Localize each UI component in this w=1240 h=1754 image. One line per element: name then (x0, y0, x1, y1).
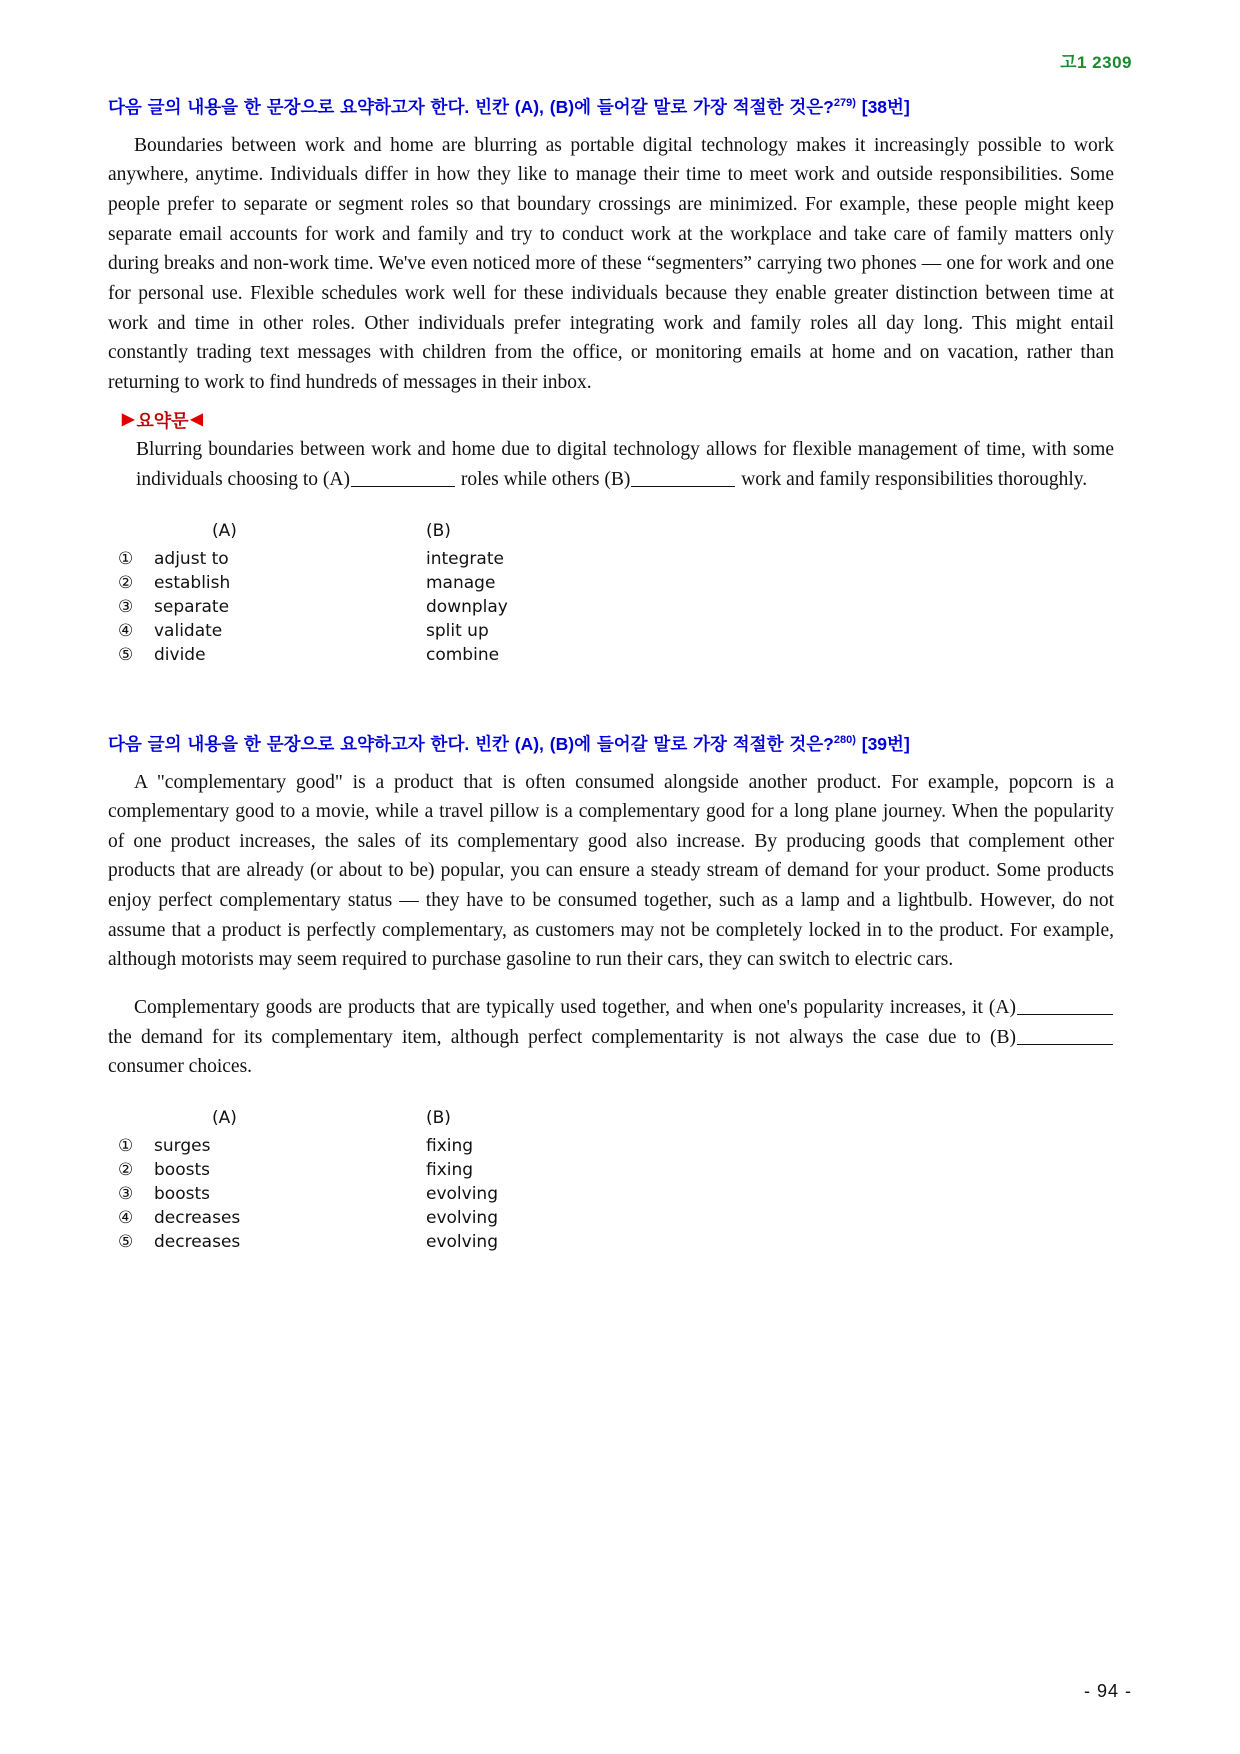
choices-38 (108, 521, 1114, 667)
choice-row[interactable] (108, 1182, 666, 1206)
passage-text-39: A "complementary good" is a product that is often consumed alongside another product. For example, popcorn is a complementary good to a movie, while a travel pillow is a complementary good for a long plane journey. When the popularity of one product increases, the sales of its complementary good also increase. By producing goods that complement other products that are already (or about to be) popular, you can ensure a steady stream of demand for your product. Some products enjoy perfect complementary status — they have to be consumed together, such as a lamp and a lightbulb. However, do not assume that a product is perfectly complementary, as customers may not be completely locked in to the product. For example, although motorists may seem required to purchase gasoline to run their cars, they can switch to electric cars. (108, 771, 1114, 971)
choice-number: ③ (118, 1183, 134, 1204)
question-block-39 (108, 733, 1114, 1254)
summary-part-1: Complementary goods are products that are typically used together, and when one's popularity increases, it (A) (134, 996, 1016, 1018)
choice-number: ② (118, 572, 134, 593)
question-footnote-marker: 279) (833, 97, 856, 110)
choice-b-value: downplay (426, 596, 508, 617)
summary-text-39 (108, 993, 1114, 1082)
choice-b-value: evolving (426, 1232, 498, 1253)
question-title-39 (108, 733, 1114, 756)
page-number: - 94 - (1083, 1681, 1132, 1701)
choice-number: ③ (118, 596, 134, 617)
answer-blank-a (351, 486, 455, 487)
choice-b-value: combine (426, 644, 500, 665)
page-content (108, 96, 1114, 1254)
summary-part-1: Blurring boundaries between work and home due to digital technology allows for flexible management of time, with some individuals choosing to (A) (136, 439, 1114, 490)
choice-b-value: manage (426, 572, 496, 593)
choice-number: ① (118, 548, 134, 569)
question-title-38 (108, 96, 1114, 119)
summary-text-38 (136, 435, 1114, 494)
summary-label-text: 요약문 (136, 411, 189, 432)
summary-part-3: work and family responsibilities thoroughly. (736, 469, 1088, 490)
choice-row[interactable] (108, 1230, 666, 1254)
choice-number: ⑤ (118, 644, 134, 665)
question-title-suffix: 에 들어갈 말로 가장 적절한 것은? (574, 97, 834, 117)
choice-b-value: evolving (426, 1183, 498, 1204)
summary-part-3: consumer choices. (108, 1056, 253, 1078)
question-title-ab: (A), (B) (514, 733, 575, 754)
choice-row[interactable] (108, 1206, 666, 1230)
question-title-ab: (A), (B) (514, 97, 575, 117)
header-code: 고1 2309 (1060, 53, 1132, 72)
question-block-38 (108, 96, 1114, 667)
choice-row[interactable] (108, 1158, 666, 1182)
triangle-right-icon: ▶ (122, 411, 135, 429)
choice-number: ② (118, 1159, 134, 1180)
choice-a-value: decreases (154, 1208, 241, 1228)
choice-a-value: validate (154, 620, 223, 641)
answer-blank-b (1017, 1044, 1113, 1045)
choice-b-value: evolving (426, 1208, 498, 1228)
question-title-suffix: 에 들어갈 말로 가장 적절한 것은? (574, 733, 834, 754)
choice-a-value: boosts (154, 1183, 210, 1204)
choice-a-value: separate (154, 596, 230, 617)
choice-a-value: surges (154, 1135, 211, 1156)
choice-number: ④ (118, 1208, 134, 1228)
choice-row[interactable] (108, 619, 666, 643)
question-title-prefix: 다음 글의 내용을 한 문장으로 요약하고자 한다. 빈칸 (108, 97, 515, 117)
choice-row[interactable] (108, 571, 666, 595)
choices-header-a: (A) (212, 520, 237, 541)
choice-a-value: boosts (154, 1159, 210, 1180)
question-number-badge: [38번] (861, 97, 910, 117)
paragraph-spacer (108, 979, 1114, 993)
choices-header-b: (B) (426, 1107, 451, 1128)
choice-row[interactable] (108, 1134, 666, 1158)
passage-text-38: Boundaries between work and home are blurring as portable digital technology makes it increasingly possible to work anywhere, anytime. Individuals differ in how they like to manage their time to meet work and outside responsibilities. Some people prefer to separate or segment roles so that boundary crossings are minimized. For example, these people might keep separate email accounts for work and family and try to conduct work at the workplace and take care of family matters only during breaks and non-work time. We've even noticed more of these “segmenters” carrying two phones — one for work and one for personal use. Flexible schedules work well for these individuals because they enable greater distinction between time at work and time in other roles. Other individuals prefer integrating work and family roles all day long. This might entail constantly trading text messages with children from the office, or monitoring emails at home and on vacation, rather than returning to work to find hundreds of messages in their inbox. (108, 134, 1114, 393)
choices-header-row (108, 1108, 666, 1134)
question-title-prefix: 다음 글의 내용을 한 문장으로 요약하고자 한다. 빈칸 (108, 733, 515, 754)
choice-b-value: integrate (426, 548, 504, 569)
summary-label-38 (122, 407, 1114, 433)
choice-row[interactable] (108, 643, 666, 667)
answer-blank-a (1017, 1014, 1113, 1015)
choice-row[interactable] (108, 595, 666, 619)
choice-number: ④ (118, 620, 134, 641)
choices-header-row (108, 521, 666, 547)
summary-part-2: roles while others (B) (455, 469, 631, 490)
choices-header-a: (A) (212, 1107, 237, 1128)
choice-b-value: split up (426, 620, 489, 641)
answer-blank-b (631, 486, 735, 487)
choice-number: ① (118, 1135, 134, 1156)
choice-a-value: divide (154, 644, 206, 665)
choice-a-value: adjust to (154, 548, 229, 569)
choices-39 (108, 1108, 1114, 1254)
choice-a-value: decreases (154, 1232, 241, 1253)
choice-number: ⑤ (118, 1232, 134, 1253)
choice-b-value: fixing (426, 1135, 474, 1156)
choice-row[interactable] (108, 547, 666, 571)
choice-a-value: establish (154, 572, 231, 593)
summary-part-2: the demand for its complementary item, although perfect complementarity is not always the case due to (B) (108, 1026, 1016, 1048)
choice-b-value: fixing (426, 1159, 474, 1180)
choices-header-b: (B) (426, 520, 451, 541)
triangle-left-icon: ◀ (190, 411, 203, 429)
question-number-badge: [39번] (861, 733, 910, 754)
question-footnote-marker: 280) (833, 734, 856, 747)
